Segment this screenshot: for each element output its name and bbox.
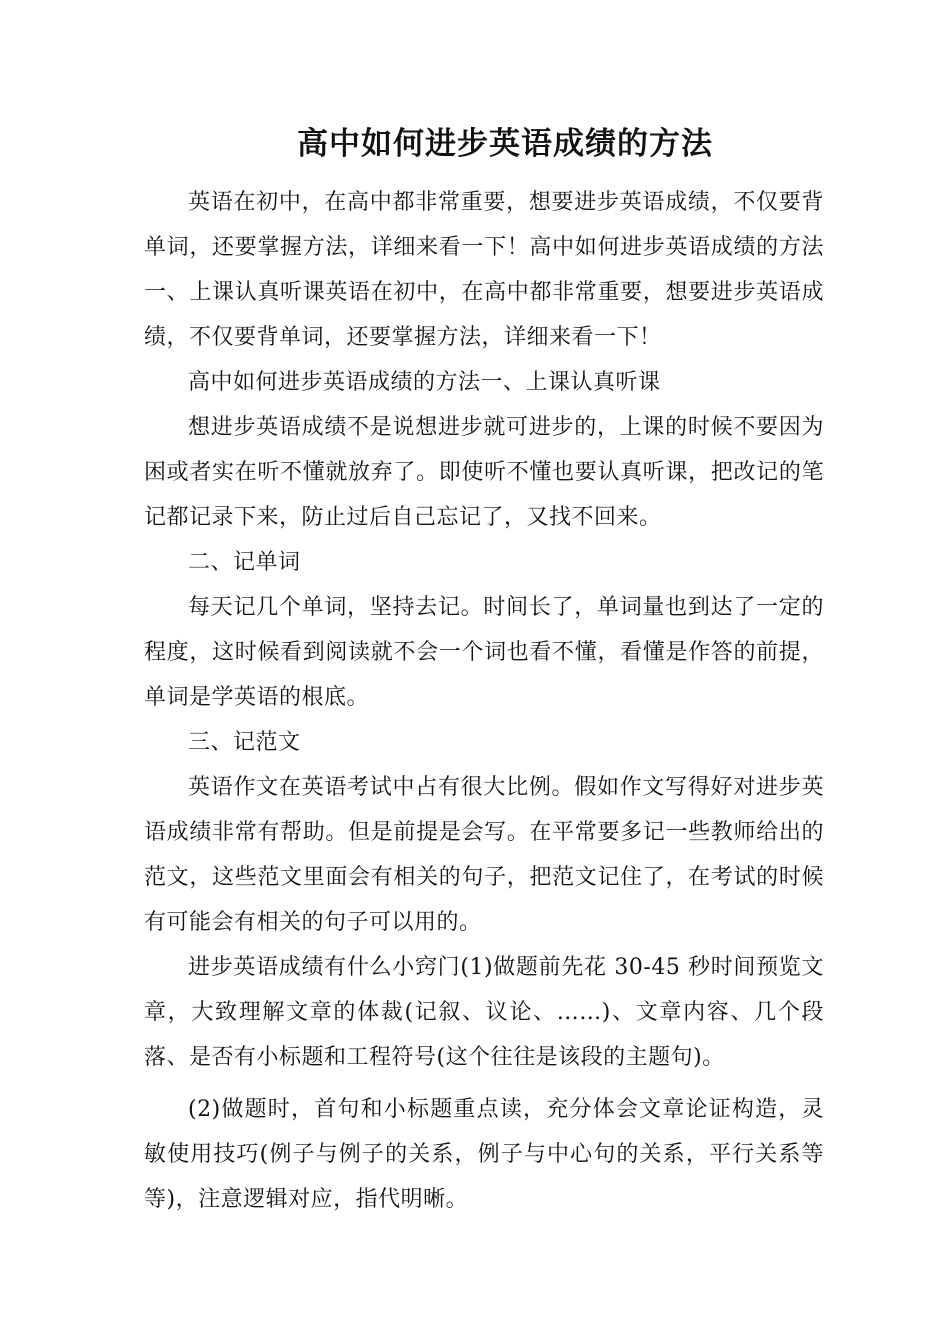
paragraph-listen-in-class: 想进步英语成绩不是说想进步就可进步的，上课的时候不要因为困或者实在听不懂就放弃了。即使听不懂也要认真听课，把改记的笔记都记录下来，防止过后自己忘记了，又找不回来。 [144,415,824,530]
paragraph-intro: 英语在初中，在高中都非常重要，想要进步英语成绩，不仅要背单词，还要掌握方法，详细来看一下！高中如何进步英语成绩的方法一、上课认真听课英语在初中，在高中都非常重要，想要进步英语成绩，不仅要背单词，还要掌握方法，详细来看一下！ [144,190,824,350]
paragraph-vocabulary: 每天记几个单词，坚持去记。时间长了，单词量也到达了一定的程度，这时候看到阅读就不会一个词也看不懂，看懂是作答的前提，单词是学英语的根底。 [144,595,824,710]
paragraph-heading-3: 三、记范文 [188,730,301,755]
paragraph-model-essays: 英语作文在英语考试中占有很大比例。假如作文写得好对进步英语成绩非常有帮助。但是前提是会写。在平常要多记一些教师给出的范文，这些范文里面会有相关的句子，把范文记住了，在考试的时候有可能会有相关的句子可以用的。 [144,775,824,935]
paragraph-tips-2: (2)做题时，首句和小标题重点读，充分体会文章论证构造，灵敏使用技巧(例子与例子的关系，例子与中心句的关系，平行关系等等)，注意逻辑对应，指代明晰。 [144,1097,824,1212]
document-title: 高中如何进步英语成绩的方法 [297,126,713,162]
paragraph-tips-1: 进步英语成绩有什么小窍门(1)做题前先花 30-45 秒时间预览文章，大致理解文章的体裁(记叙、议论、……)、文章内容、几个段落、是否有小标题和工程符号(这个往往是该段的主题句)。 [144,955,824,1070]
paragraph-heading-2: 二、记单词 [188,550,301,575]
paragraph-heading-1: 高中如何进步英语成绩的方法一、上课认真听课 [188,370,661,395]
